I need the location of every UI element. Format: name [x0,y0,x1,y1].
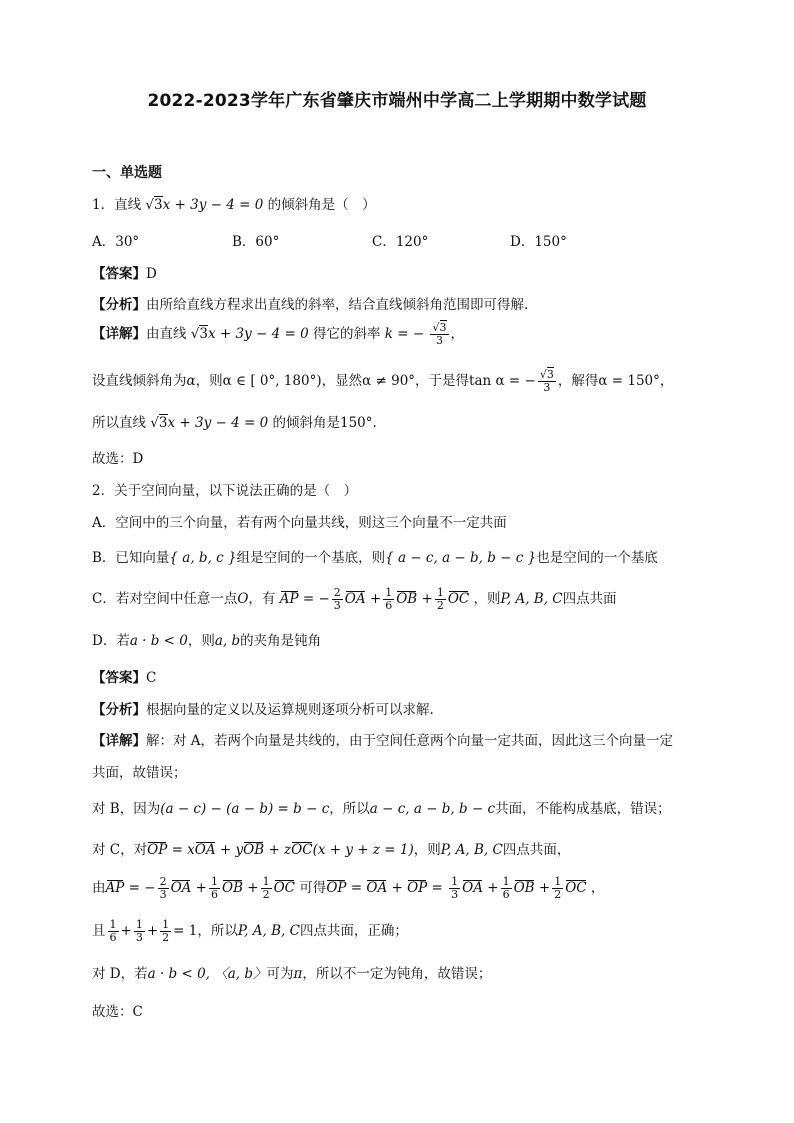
section-heading: 一、单选题 [92,165,162,181]
q1-answer: 【答案】D [92,266,157,282]
q1-stem-pre: 1．直线 [92,197,142,213]
q1-option-d: D．150° [510,234,567,250]
q1-stem [92,193,376,213]
q1-detail-line-1: 【详解】由直线 √3x + 3y − 4 = 0 得它的斜率 k = − $\frac{√3}{3}$ ， [92,321,464,347]
q1-stem-post: 的倾斜角是（ ） [267,197,376,213]
q1-detail-line-2: 设直线倾斜角为α，则α ∈ [ 0°, 180°)，显然α ≠ 90°，于是得tan α = − $\frac{√3}{3}$ ，解得α = 150°， [92,368,674,394]
q1-analysis: 【分析】由所给直线方程求出直线的斜率，结合直线倾斜角范围即可得解. [92,297,529,313]
q2-choose: 故选：C [92,1004,143,1020]
q2-detail-line-7: 对 D，若a · b < 0, 〈a, b〉可为π，所以不一定为钝角，故错误； [92,966,492,982]
q1-detail-line-3: 所以直线 √3x + 3y − 4 = 0 的倾斜角是150°. [92,415,377,431]
q2-answer: 【答案】C [92,670,157,686]
fraction: $\frac{√3}{3}$ [432,321,447,347]
q2-detail-line-3: 对 B，因为(a − c) − (a − b) = b − c，所以a − c, a − b, b − c共面，不能构成基底，错误； [92,801,671,817]
q2-option-d: D．若a · b < 0，则a, b的夹角是钝角 [92,633,322,649]
q2-stem: 2．关于空间向量，以下说法正确的是（ ） [92,483,358,499]
q2-option-b: B．已知向量{ a, b, c }组是空间的一个基底，则{ a − c, a − b, b − c }也是空间的一个基底 [92,550,658,566]
q2-analysis: 【分析】根据向量的定义以及运算规则逐项分析可以求解. [92,702,434,718]
q2-option-a: A．空间中的三个向量，若有两个向量共线，则这三个向量不一定共面 [92,515,507,531]
q1-option-c: C．120° [372,234,429,250]
q2-detail-line-2: 共面，故错误； [92,765,187,781]
q1-choose: 故选：D [92,451,144,467]
q1-option-b: B．60° [232,234,280,250]
q2-detail-line-1: 【详解】解：对 A，若两个向量是共线的，由于空间任意两个向量一定共面，因此这三个向量一定 [92,733,674,749]
q2-detail-line-4: 对 C，对OP = xOA + yOB + zOC(x + y + z = 1)，则P, A, B, C四点共面， [92,842,571,858]
page-title: 2022-2023学年广东省肇庆市端州中学高二上学期期中数学试题 [147,91,647,111]
q2-detail-line-5: 由AP = − $\frac{2}{3}$ OA + $\frac{1}{6}$ OB + $\frac{1}{2}$ OC 可得OP = OA + OP = $\frac{1}{3}$ OA + $\frac{1}{6}$ OB + $\frac{1}{2}$ OC ， [92,875,605,901]
q1-option-a: A．30° [92,234,140,250]
q1-equation: √3x + 3y − 4 = 0 [145,197,264,213]
q2-detail-line-6: 且 $\frac{1}{6}$ + $\frac{1}{3}$ + $\frac{1}{2}$ = 1，所以P, A, B, C四点共面，正确； [92,918,408,944]
q2-option-c: C．若对空间中任意一点O，有 AP = − $\frac{2}{3}$ OA + $\frac{1}{6}$ OB + $\frac{1}{2}$ OC ，则P, A, B, C四点共面 [92,586,617,612]
